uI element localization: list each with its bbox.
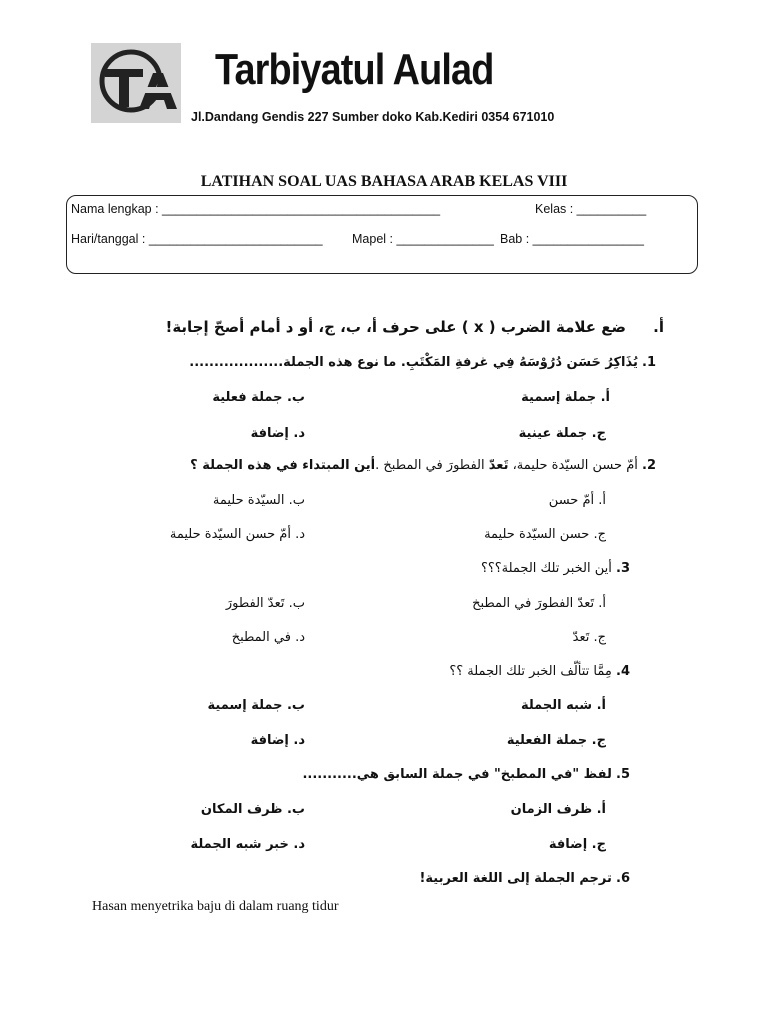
q5-option-b[interactable]: ب. ظرف المكان [200, 802, 305, 817]
q4-option-a[interactable]: أ. شبه الجملة [520, 698, 606, 713]
school-name: Tarbiyatul Aulad [215, 45, 494, 94]
question-3 [481, 558, 630, 580]
q4-option-b[interactable]: ب. جملة إسمية [207, 698, 305, 713]
question-4 [449, 661, 630, 683]
translate-sentence: Hasan menyetrika baju di dalam ruang tidur [92, 899, 339, 914]
mapel-field[interactable]: Mapel : ______________ [352, 232, 494, 246]
school-logo [91, 43, 181, 123]
question-2-text-b: تَعدّ [488, 458, 509, 473]
q5-option-a[interactable]: أ. ظرف الزمان [510, 802, 606, 817]
section-instruction: ضع علامة الضرب ( x ) على حرف أ، ب، ج، أو د أمام أصحّ إجابة! [165, 318, 626, 336]
q3-option-b[interactable]: ب. تَعدّ الفطورَ [225, 596, 305, 611]
q5-option-d[interactable]: د. خبر شبه الجملة [190, 837, 305, 852]
question-3-text: أين الخبر تلك الجملة؟؟؟ [480, 561, 612, 576]
question-5-text: لفظ "في المطبخ" في جملة السابق هي........... [302, 767, 612, 782]
q1-option-b[interactable]: ب. جملة فعلية [212, 390, 305, 405]
exam-title: LATIHAN SOAL UAS BAHASA ARAB KELAS VIII [200, 173, 568, 190]
q4-option-d[interactable]: د. إضافة [250, 733, 305, 748]
q3-option-c[interactable]: ج. تَعدّ [572, 630, 606, 645]
school-address: Jl.Dandang Gendis 227 Sumber doko Kab.Kediri 0354 671010 [191, 110, 555, 124]
question-4-text: مِمَّا تتألّف الخبر تلك الجملة ؟؟ [449, 664, 612, 679]
q2-option-a[interactable]: أ. أمّ حسن [548, 493, 606, 508]
q3-option-a[interactable]: أ. تَعدّ الفطورَ في المطبخ [472, 596, 606, 611]
nama-field[interactable]: Nama lengkap : ________________________________________ [71, 202, 441, 216]
q4-option-c[interactable]: ج. جملة الفعلية [506, 733, 606, 748]
q1-option-d[interactable]: د. إضافة [250, 426, 305, 441]
q1-option-c[interactable]: ج. جملة عينية [518, 426, 606, 441]
q2-option-b[interactable]: ب. السيّدة حليمة [212, 493, 305, 508]
q1-option-a[interactable]: أ. جملة إسمية [521, 390, 610, 405]
question-2-text-a: أمّ حسن السيّدة حليمة، [508, 458, 638, 473]
question-2-text-c: الفطورَ في المطبخ . [375, 458, 489, 473]
bab-field[interactable]: Bab : ________________ [500, 232, 644, 246]
question-3-number: 3. [616, 561, 630, 576]
question-5-number: 5. [616, 767, 630, 782]
question-6 [419, 868, 630, 890]
question-6-text: ترجم الجملة إلى اللغة العربية! [419, 871, 612, 886]
q5-option-c[interactable]: ج. إضافة [548, 837, 606, 852]
question-4-number: 4. [616, 664, 630, 679]
kelas-field[interactable]: Kelas : __________ [535, 202, 647, 216]
q3-option-d[interactable]: د. في المطبخ [231, 630, 305, 645]
question-2-number: 2. [642, 458, 656, 473]
q2-option-c[interactable]: ج. حسن السيّدة حليمة [484, 527, 606, 542]
hari-field[interactable]: Hari/tanggal : _________________________ [71, 232, 323, 246]
question-5 [302, 764, 630, 786]
question-1-number: 1. [642, 355, 656, 370]
question-1-text: يُذَاكِرُ حَسَن دُرُوْسَهُ فِي غرفةِ المَكْتَبِ. ما نوع هذه الجملة................... [189, 355, 638, 370]
question-6-number: 6. [616, 871, 630, 886]
question-1 [189, 352, 656, 374]
question-2 [190, 455, 656, 477]
q2-option-d[interactable]: د. أمّ حسن السيّدة حليمة [169, 527, 305, 542]
section-marker: أ. [653, 318, 664, 336]
question-2-text-d: أين المبتداء في هذه الجملة ؟ [190, 458, 376, 473]
